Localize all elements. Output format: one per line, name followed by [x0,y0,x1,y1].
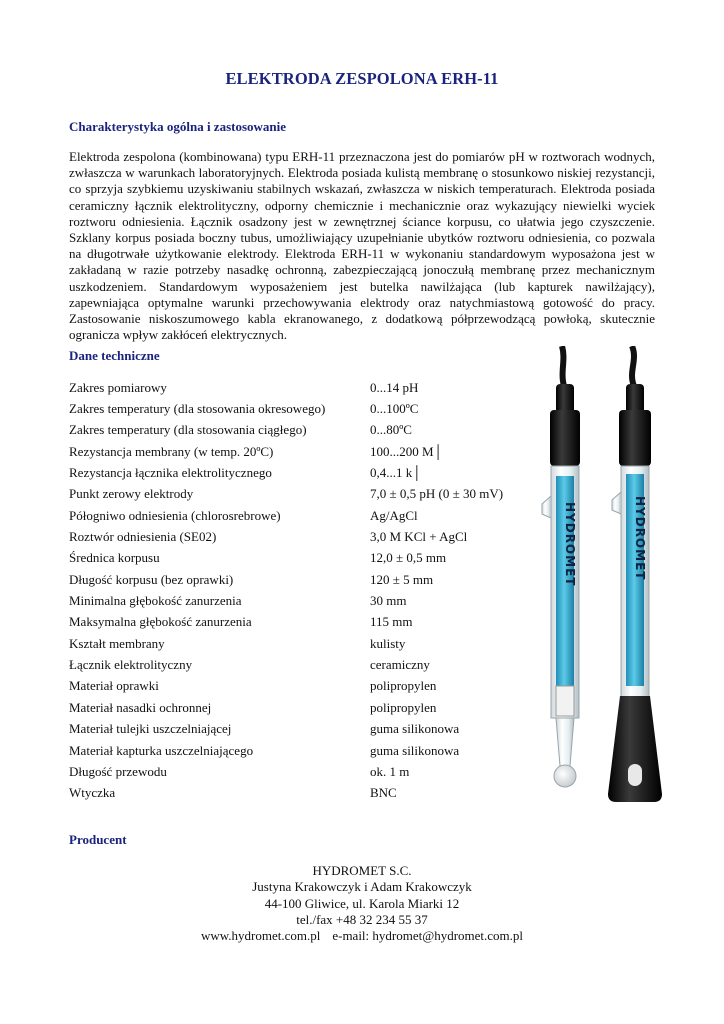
website-link[interactable]: www.hydromet.com.pl [200,928,321,944]
brand-label: HYDROMET [563,502,577,587]
spec-parameter: Minimalna głębokość zanurzenia [69,593,242,609]
spec-parameter: Rezystancja łącznika elektrolitycznego [69,465,272,481]
spec-parameter: Łącznik elektrolityczny [69,657,193,673]
spec-value: polipropylen [370,678,437,694]
spec-parameter: Zakres pomiarowy [69,379,167,395]
spec-value: ok. 1 m [370,763,410,779]
spec-value: 0...80ºC [370,422,412,438]
spec-value: BNC [370,785,397,801]
spec-row [69,377,503,398]
spec-value: 12,0 ± 0,5 mm [370,550,447,566]
stem [556,718,574,766]
spec-parameter: Długość przewodu [69,763,167,779]
spec-row [69,484,503,505]
cap [619,410,651,466]
cable [632,346,634,386]
spec-value: ceramiczny [370,657,430,673]
membrane-bulb [554,765,576,787]
spec-row [69,633,503,654]
phone: tel./fax +48 32 234 55 37 [296,911,428,927]
side-port [612,492,621,514]
technical-data-heading: Dane techniczne [69,348,160,363]
spec-row [69,612,503,633]
spec-value: 3,0 M KCl + AgCl [370,529,468,545]
spec-value: Ag/AgCl [370,507,418,523]
spec-row [69,420,503,441]
spec-value: guma silikonowa [370,721,460,737]
spec-parameter: Materiał kapturka uszczelniającego [69,742,254,758]
right-electrode [608,346,662,802]
spec-row [69,654,503,675]
spec-row [69,505,503,526]
spec-parameter: Wtyczka [69,785,116,801]
spec-value: guma silikonowa [370,742,460,758]
spec-value: polipropylen [370,699,437,715]
document-title: ELEKTRODA ZESPOLONA ERH-11 [225,69,499,88]
spec-parameter: Maksymalna głębokość zanurzenia [69,614,252,630]
spec-row [69,441,503,462]
spec-parameter: Materiał oprawki [69,678,159,694]
spec-row [69,590,503,611]
cap [626,384,644,414]
specifications-table [69,377,503,804]
cap [550,410,580,466]
spec-row [69,783,503,804]
spec-row [69,569,503,590]
side-port [542,496,551,518]
owners: Justyna Krakowczyk i Adam Krakowczyk [252,879,472,895]
address: 44-100 Gliwice, ul. Karola Miarki 12 [264,895,460,911]
protective-cap [608,696,662,802]
spec-row [69,676,503,697]
contact-line [0,928,724,944]
spec-value: 115 mm [370,614,413,630]
spec-parameter: Zakres temperatury (dla stosowania ciągłego) [69,422,307,438]
left-electrode [542,346,580,787]
spec-value: 0...14 pH [370,379,419,395]
junction [556,686,574,716]
spec-row [69,548,503,569]
brand-label: HYDROMET [633,496,647,581]
spec-row [69,740,503,761]
spec-value: 120 ± 5 mm [370,571,434,587]
electrode-photo [520,346,690,808]
spec-row [69,761,503,782]
spec-parameter: Półogniwo odniesienia (chlorosrebrowe) [69,507,281,523]
company-name: HYDROMET S.C. [312,863,412,878]
spec-parameter: Kształt membrany [69,635,165,651]
spec-parameter: Zakres temperatury (dla stosowania okresowego) [69,401,326,417]
cable [562,346,564,386]
email-link[interactable]: e-mail: hydromet@hydromet.com.pl [332,928,524,944]
producer-block [0,863,724,944]
spec-row [69,719,503,740]
spec-value: kulisty [370,635,406,651]
spec-parameter: Rezystancja membrany (w temp. 20ºC) [69,443,274,459]
spec-row [69,526,503,547]
spec-parameter: Punkt zerowy elektrody [69,486,194,502]
spec-value: 100...200 M│ [370,443,443,459]
spec-value: 7,0 ± 0,5 pH (0 ± 30 mV) [370,486,504,502]
cap-window [628,764,642,786]
spec-parameter: Długość korpusu (bez oprawki) [69,571,234,587]
spec-parameter: Średnica korpusu [69,550,160,566]
spec-parameter: Roztwór odniesienia (SE02) [69,529,217,545]
cap [556,384,574,414]
spec-value: 30 mm [370,593,407,609]
spec-row [69,697,503,718]
producer-heading: Producent [69,832,127,847]
intro-paragraph: Elektroda zespolona (kombinowana) typu ERH-11 przeznaczona jest do pomiarów pH w roztworach wodnych, zwłaszcza w warunkach laboratoryjnych. Elektroda posiada kulistą membranę o stosunkowo niskiej rezystancji, co sprzyja szybkiemu uzyskiwaniu stabilnych wskazań, zwłaszcza w niskich temperaturach. Elektroda posiada ceramiczny łącznik elektrolityczny, odporny chemicznie i mechanicznie oraz wykazujący niewielki wyciek roztworu odniesienia. Łącznik osadzony jest w zewnętrznej ściance korpusu, co ułatwia jego czyszczenie. Szklany korpus posiada boczny tubus, umożliwiający uzupełnianie ubytków roztworu odniesienia, co pozwala na długotrwałe użytkowanie elektrody. Elektroda ERH-11 w wykonaniu standardowym wyposażona jest w zakładaną w razie potrzeby nasadkę ochronną, zabezpieczającą jonoczułą membranę przez mechanicznym uszkodzeniem. Standardowym wyposażeniem jest butelka nawilżająca (lub kapturek nawilżający), zapewniająca optymalne warunki przechowywania elektrody oraz natychmiastową gotowość do pracy. Zastosowanie niskoszumowego kabla ekranowanego, z dodatkową półprzewodzącą powłoką, skutecznie ogranicza wpływ zakłóceń elektrycznych. [69,149,655,343]
general-section-heading: Charakterystyka ogólna i zastosowanie [69,119,287,134]
spec-value: 0...100ºC [370,401,419,417]
spec-parameter: Materiał nasadki ochronnej [69,699,212,715]
spec-row [69,398,503,419]
spec-row [69,462,503,483]
spec-value: 0,4...1 k│ [370,465,422,481]
spec-parameter: Materiał tulejki uszczelniającej [69,721,232,737]
